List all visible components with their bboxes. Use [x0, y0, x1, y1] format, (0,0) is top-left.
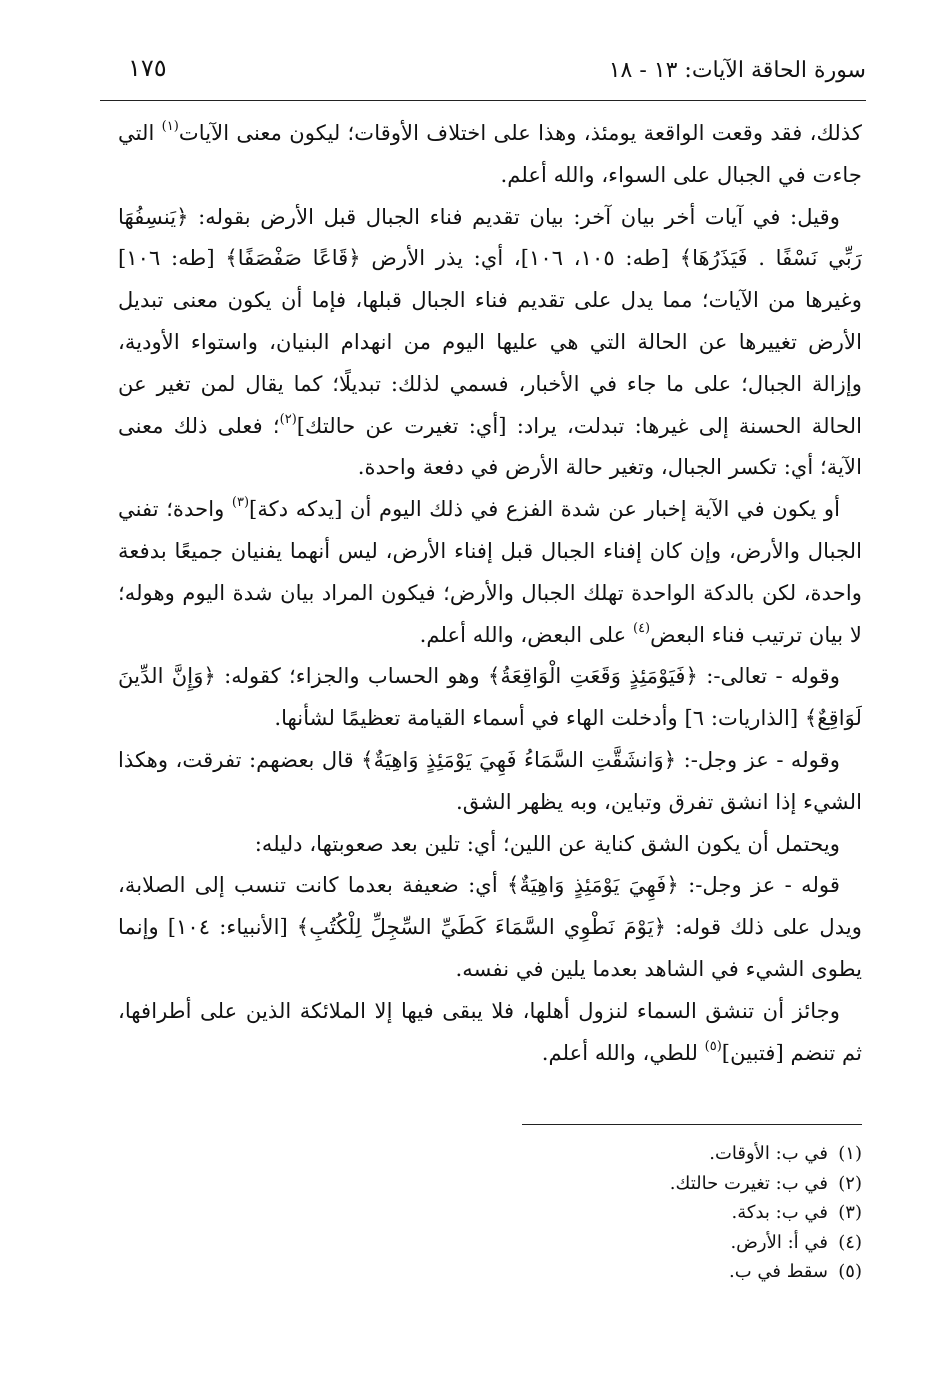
paragraph-3: [118, 488, 862, 655]
footnote-ref-2: (٢): [279, 411, 297, 427]
paragraph-2-text-b: ؛ فعلى ذلك معنى الآية؛ أي: تكسر الجبال، وتغير حالة الأرض في دفعة واحدة.: [118, 412, 862, 480]
footnote-ref-3: (٣): [231, 495, 250, 511]
paragraph-1: [118, 112, 862, 196]
footnote-text: في ب: تغيرت حالتك.: [669, 1172, 828, 1194]
footnote-number: (٣): [838, 1202, 862, 1223]
main-text: [118, 112, 862, 1073]
footnote-item: [462, 1228, 862, 1258]
footnote-number: (٤): [838, 1231, 862, 1253]
footnote-number: (١): [838, 1143, 862, 1164]
paragraph-3-text-a: أو يكون في الآية إخبار عن شدة الفزع في ذلك اليوم أن [يدكه دكة]: [249, 496, 841, 522]
paragraph-1-text-a: كذلك، فقد وقعت الواقعة يومئذ، وهذا على اختلاف الأوقات؛ ليكون معنى الآيات: [178, 120, 862, 145]
paragraph-8-text-b: للطي، والله أعلم.: [541, 1039, 705, 1065]
footnote-text: في أ: الأرض.: [730, 1231, 828, 1253]
paragraph-2-text-a: وقيل: في آيات أخر بيان آخر: بيان تقديم فناء الجبال قبل الأرض بقوله: ﴿يَنسِفُهَا رَبِّي نَسْفًا . فَيَذَرُهَا﴾ [طه: ١٠٥، ١٠٦]، أي: يذر الأرض ﴿قَاعًا صَفْصَفًا﴾ [طه: ١٠٦] وغيرها من الآيات؛ مما يدل على تقديم فناء الجبال قبلها، فإما أن يكون معنى تبديل الأرض تغييرها عن الحالة التي هي عليها اليوم من انهدام البنيان، واستواء الأودية، وإزالة الجبال؛ على ما جاء في الأخبار، فسمي لذلك: تبديلًا؛ كما يقال لمن تغير عن الحالة الحسنة إلى غيرها: تبدلت، يراد: [أي: تغيرت عن حالتك]: [118, 203, 862, 438]
paragraph-8-text-a: وجائز أن تنشق السماء لنزول أهلها، فلا يبقى فيها إلا الملائكة الذين على أطرافها، ثم تنضم [فتبين]: [118, 997, 862, 1065]
footnote-ref-5: (٥): [704, 1038, 722, 1054]
paragraph-5: وقوله - عز وجل-: ﴿وَانشَقَّتِ السَّمَاءُ فَهِيَ يَوْمَئِذٍ وَاهِيَةٌ﴾ قال بعضهم: تفرقت، وهكذا الشيء إذا انشق تفرق وتباين، وبه يظهر الشق.: [118, 746, 862, 814]
paragraph-1-text-b: التي جاءت في الجبال على السواء، والله أعلم.: [118, 120, 862, 187]
paragraph-3-text-c: على البعض، والله أعلم.: [419, 621, 633, 647]
footnote-separator: [522, 1124, 862, 1125]
footnote-item: [462, 1169, 862, 1199]
footnote-number: (٥): [838, 1261, 862, 1282]
footnote-number: (٢): [838, 1172, 862, 1194]
footnote-text: سقط في ب.: [729, 1261, 828, 1282]
footnote-text: في ب: بدكة.: [731, 1202, 828, 1223]
header-title: سورة الحاقة الآيات: ١٣ - ١٨: [608, 58, 866, 83]
paragraph-2: [118, 196, 862, 489]
running-header: [100, 44, 866, 101]
paragraph-3-text-b: واحدة؛ تفني الجبال والأرض، وإن كان إفناء الجبال قبل إفناء الأرض، ليس أنهما يفنيان جميعًا بدفعة واحدة، لكن بالدكة الواحدة تهلك الجبال والأرض؛ فيكون المراد بيان شدة اليوم وهوله؛ لا بيان ترتيب فناء البعض: [118, 496, 862, 647]
paragraph-7: قوله - عز وجل-: ﴿فَهِيَ يَوْمَئِذٍ وَاهِيَةٌ﴾ أي: ضعيفة بعدما كانت تنسب إلى الصلابة، ويدل على ذلك قوله: ﴿يَوْمَ نَطْوِي السَّمَاءَ كَطَيِّ السِّجِلِّ لِلْكُتُبِ﴾ [الأنبياء: ١٠٤] وإنما يطوى الشيء في الشاهد بعدما يلين في نفسه.: [118, 872, 862, 981]
paragraph-8: [118, 990, 862, 1074]
footnote-item: [462, 1139, 862, 1169]
footnote-item: [462, 1198, 862, 1228]
footnotes-list: [462, 1139, 862, 1287]
footnote-ref-1: (١): [161, 119, 179, 134]
paragraph-6: ويحتمل أن يكون الشق كناية عن اللين؛ أي: تلين بعد صعوبتها، دليله:: [254, 830, 840, 856]
footnote-text: في ب: الأوقات.: [709, 1143, 828, 1164]
page-number: ١٧٥: [128, 54, 167, 82]
paragraph-4: وقوله - تعالى-: ﴿فَيَوْمَئِذٍ وَقَعَتِ الْوَاقِعَةُ﴾ وهو الحساب والجزاء؛ كقوله: ﴿وَإِنَّ الدِّينَ لَوَاقِعٌ﴾ [الذاريات: ٦] وأدخلت الهاء في أسماء القيامة تعظيمًا لشأنها.: [118, 663, 862, 731]
footnote-item: [462, 1257, 862, 1287]
footnote-ref-4: (٤): [632, 620, 651, 636]
